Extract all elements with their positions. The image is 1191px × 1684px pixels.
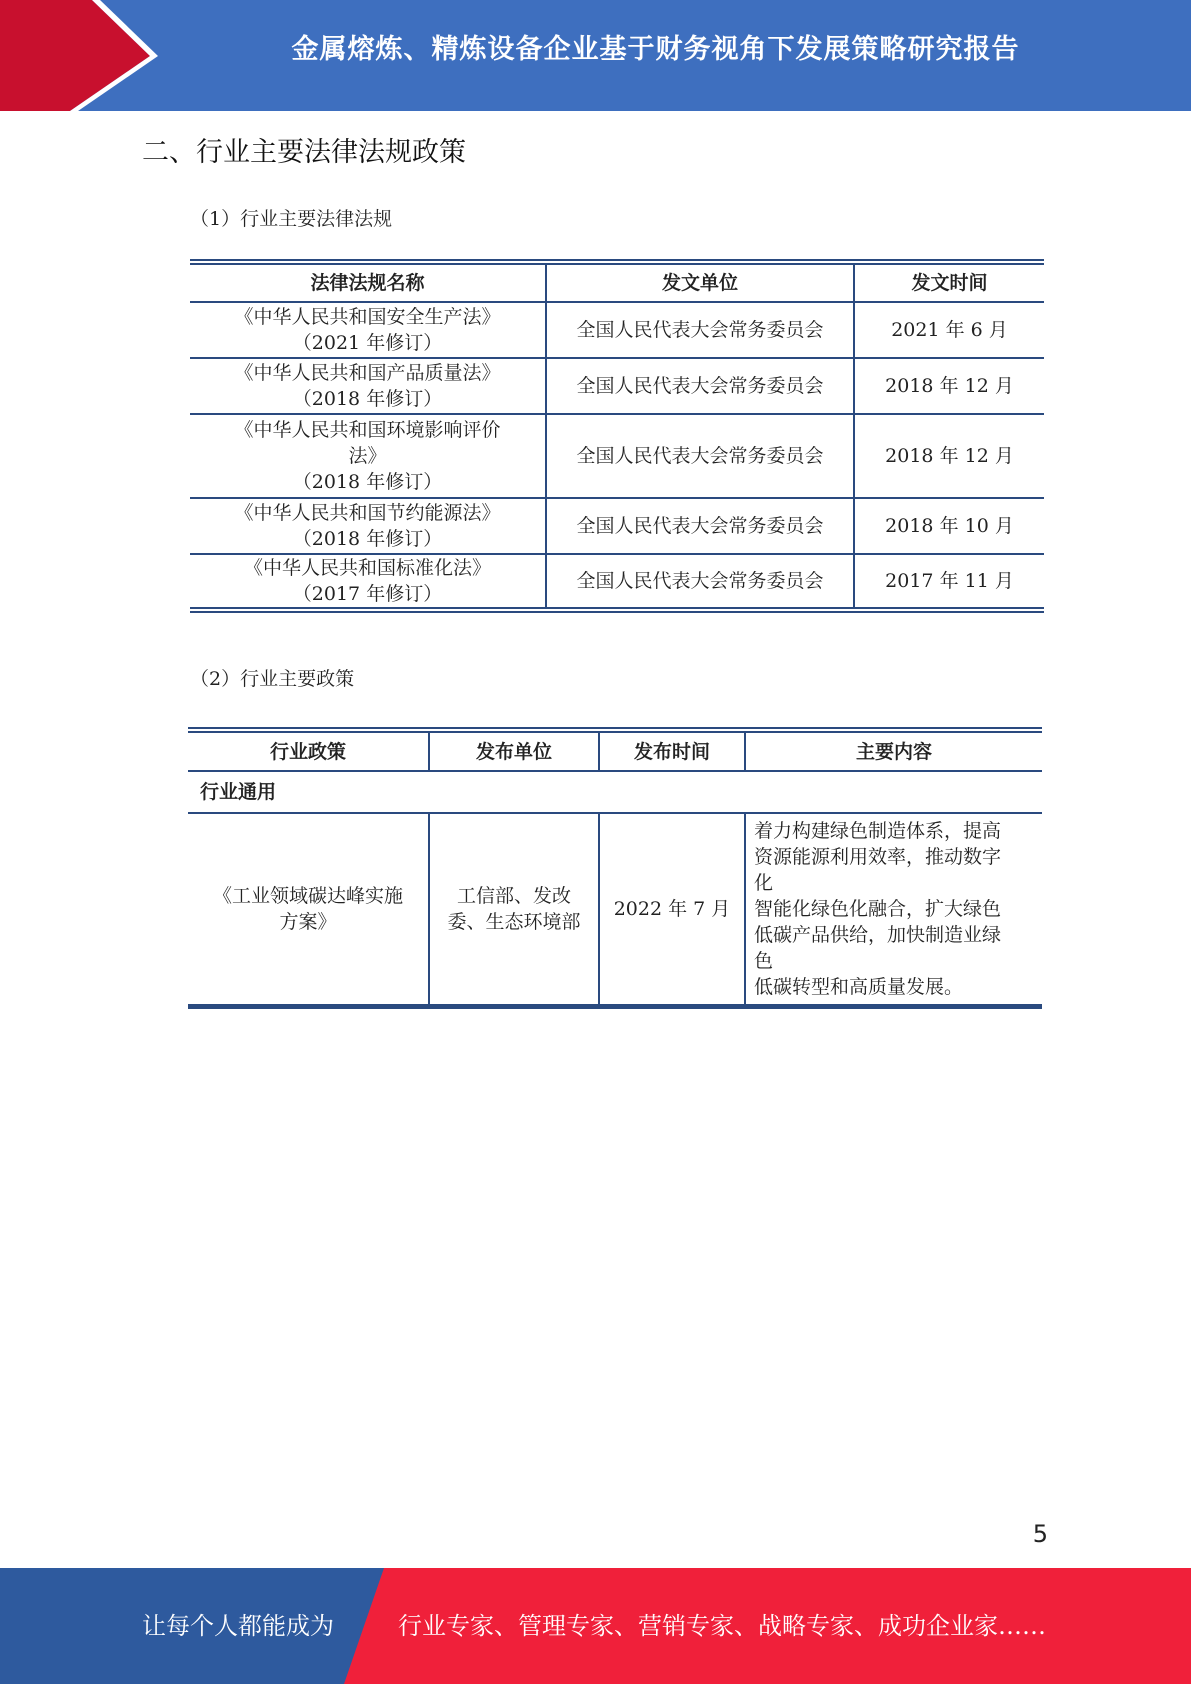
law-date: 2018 年 12 月 xyxy=(854,358,1044,414)
law-name xyxy=(190,358,546,414)
law-name-line: 《中华人民共和国产品质量法》 xyxy=(234,362,501,384)
policy-issuer xyxy=(429,813,599,1007)
table-row xyxy=(190,414,1044,498)
table-row xyxy=(188,813,1042,1007)
law-issuer: 全国人民代表大会常务委员会 xyxy=(546,498,854,554)
policies-table xyxy=(188,727,1042,1009)
law-issuer: 全国人民代表大会常务委员会 xyxy=(546,554,854,610)
table-row xyxy=(190,498,1044,554)
header-chevron-decoration xyxy=(0,0,160,111)
law-name xyxy=(190,554,546,610)
law-name-line: 法》 xyxy=(348,445,387,467)
laws-table xyxy=(190,259,1044,613)
policy-name xyxy=(188,813,429,1007)
law-date: 2018 年 10 月 xyxy=(854,498,1044,554)
law-name-line: 《中华人民共和国节约能源法》 xyxy=(234,502,501,524)
law-date: 2017 年 11 月 xyxy=(854,554,1044,610)
page-number: 5 xyxy=(1032,1520,1048,1548)
law-date: 2021 年 6 月 xyxy=(854,302,1044,358)
law-issuer: 全国人民代表大会常务委员会 xyxy=(546,302,854,358)
policy-category: 行业通用 xyxy=(188,771,1042,813)
policy-content-line: 智能化绿色化融合，扩大绿色 xyxy=(754,898,1002,920)
policies-header-row xyxy=(188,730,1042,771)
law-name-line: 《中华人民共和国安全生产法》 xyxy=(234,306,501,328)
law-name-line: （2018 年修订） xyxy=(292,388,443,410)
law-name-line: 《中华人民共和国标准化法》 xyxy=(243,557,491,579)
policy-name-line: 《工业领域碳达峰实施 xyxy=(212,885,403,907)
law-name-line: 《中华人民共和国环境影响评价 xyxy=(234,419,501,441)
laws-header-name: 法律法规名称 xyxy=(190,262,546,302)
law-issuer: 全国人民代表大会常务委员会 xyxy=(546,358,854,414)
policy-content-line: 色 xyxy=(754,950,774,972)
table-row xyxy=(190,554,1044,610)
policies-header-issuer: 发布单位 xyxy=(429,730,599,771)
policy-issuer-line: 委、生态环境部 xyxy=(447,911,581,933)
policy-content-line: 低碳转型和高质量发展。 xyxy=(754,976,964,998)
policies-header-date: 发布时间 xyxy=(599,730,745,771)
policy-content-line: 化 xyxy=(754,872,774,894)
policy-content-line: 低碳产品供给，加快制造业绿 xyxy=(754,924,1002,946)
law-issuer: 全国人民代表大会常务委员会 xyxy=(546,414,854,498)
law-name xyxy=(190,414,546,498)
laws-header-date: 发文时间 xyxy=(854,262,1044,302)
law-name xyxy=(190,498,546,554)
report-title: 金属熔炼、精炼设备企业基于财务视角下发展策略研究报告 xyxy=(291,34,1020,65)
policy-content-line: 资源能源利用效率，推动数字 xyxy=(754,846,1002,868)
laws-header-row xyxy=(190,262,1044,302)
footer-slogan-left: 让每个人都能成为 xyxy=(142,1612,334,1640)
policies-subtitle: （2）行业主要政策 xyxy=(190,668,355,690)
policy-date: 2022 年 7 月 xyxy=(599,813,745,1007)
laws-header-issuer: 发文单位 xyxy=(546,262,854,302)
table-row xyxy=(190,302,1044,358)
policy-content-line: 着力构建绿色制造体系，提高 xyxy=(754,820,1002,842)
page-footer xyxy=(0,1568,1191,1684)
policy-name-line: 方案》 xyxy=(279,911,337,933)
policies-header-policy: 行业政策 xyxy=(188,730,429,771)
law-name-line: （2017 年修订） xyxy=(292,583,443,605)
page-header xyxy=(0,0,1191,111)
footer-slogan-right: 行业专家、管理专家、营销专家、战略专家、成功企业家…… xyxy=(398,1612,1046,1640)
policy-issuer-line: 工信部、发改 xyxy=(456,885,571,907)
policies-header-content: 主要内容 xyxy=(745,730,1042,771)
table-row xyxy=(190,358,1044,414)
law-date: 2018 年 12 月 xyxy=(854,414,1044,498)
laws-subtitle: （1）行业主要法律法规 xyxy=(190,208,393,230)
law-name-line: （2021 年修订） xyxy=(292,332,443,354)
policy-content xyxy=(745,813,1042,1007)
section-title: 二、行业主要法律法规政策 xyxy=(142,137,466,168)
law-name xyxy=(190,302,546,358)
policy-category-row xyxy=(188,771,1042,813)
law-name-line: （2018 年修订） xyxy=(292,471,443,493)
law-name-line: （2018 年修订） xyxy=(292,528,443,550)
